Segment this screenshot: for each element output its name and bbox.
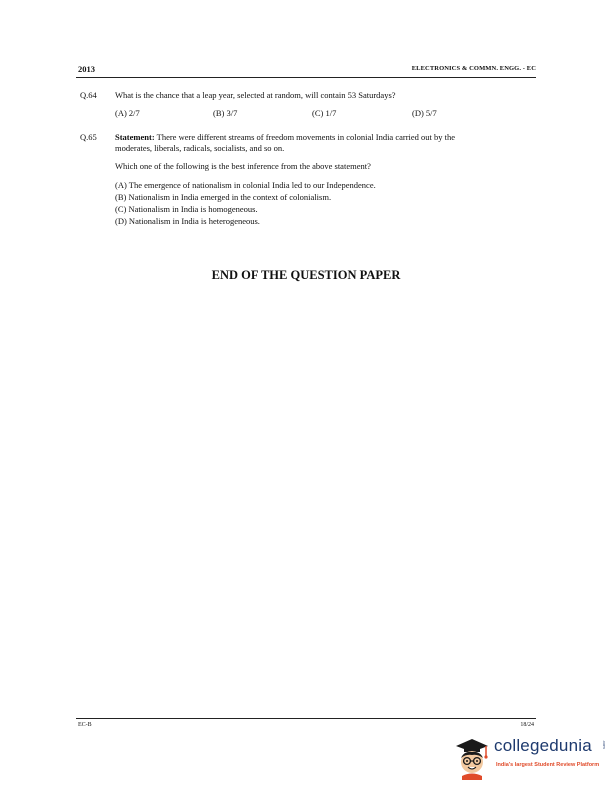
question-65-option-a: (A) The emergence of nationalism in colonial India led to our Independence. — [115, 180, 376, 190]
logo-domain: .com — [602, 740, 607, 749]
header-title: ELECTRONICS & COMMN. ENGG. - EC — [411, 65, 536, 72]
question-64-option-d: (D) 5/7 — [412, 108, 437, 118]
mascot-icon — [452, 734, 492, 780]
question-64-number: Q.64 — [80, 90, 97, 100]
question-65-statement-line2: moderates, liberals, radicals, socialists, and so on. — [115, 143, 285, 153]
logo-tagline: India's largest Student Review Platform — [496, 762, 600, 768]
footer-page-number: 18/24 — [520, 722, 534, 728]
header-rule — [76, 77, 536, 78]
question-65-option-b: (B) Nationalism in India emerged in the context of colonialism. — [115, 192, 332, 202]
question-64-option-a: (A) 2/7 — [115, 108, 140, 118]
question-65-number: Q.65 — [80, 132, 97, 142]
question-65-option-c: (C) Nationalism in India is homogeneous. — [115, 204, 258, 214]
question-64-option-c: (C) 1/7 — [312, 108, 337, 118]
statement-label: Statement: — [115, 132, 155, 142]
question-65-prompt: Which one of the following is the best inference from the above statement? — [115, 161, 371, 171]
logo-name: collegedunia — [494, 736, 592, 755]
question-65-option-d: (D) Nationalism in India is heterogeneous. — [115, 216, 260, 226]
question-64-text: What is the chance that a leap year, selected at random, will contain 53 Saturdays? — [115, 90, 396, 100]
question-64-option-b: (B) 3/7 — [213, 108, 238, 118]
collegedunia-logo[interactable] — [452, 736, 608, 788]
question-65-statement-line1 — [115, 132, 455, 142]
footer-rule — [76, 718, 536, 719]
footer-code: EC-B — [78, 722, 92, 728]
header-year: 2013 — [78, 64, 95, 74]
statement-text: There were different streams of freedom movements in colonial India carried out by the — [154, 132, 456, 142]
end-of-paper-title: END OF THE QUESTION PAPER — [211, 268, 401, 282]
